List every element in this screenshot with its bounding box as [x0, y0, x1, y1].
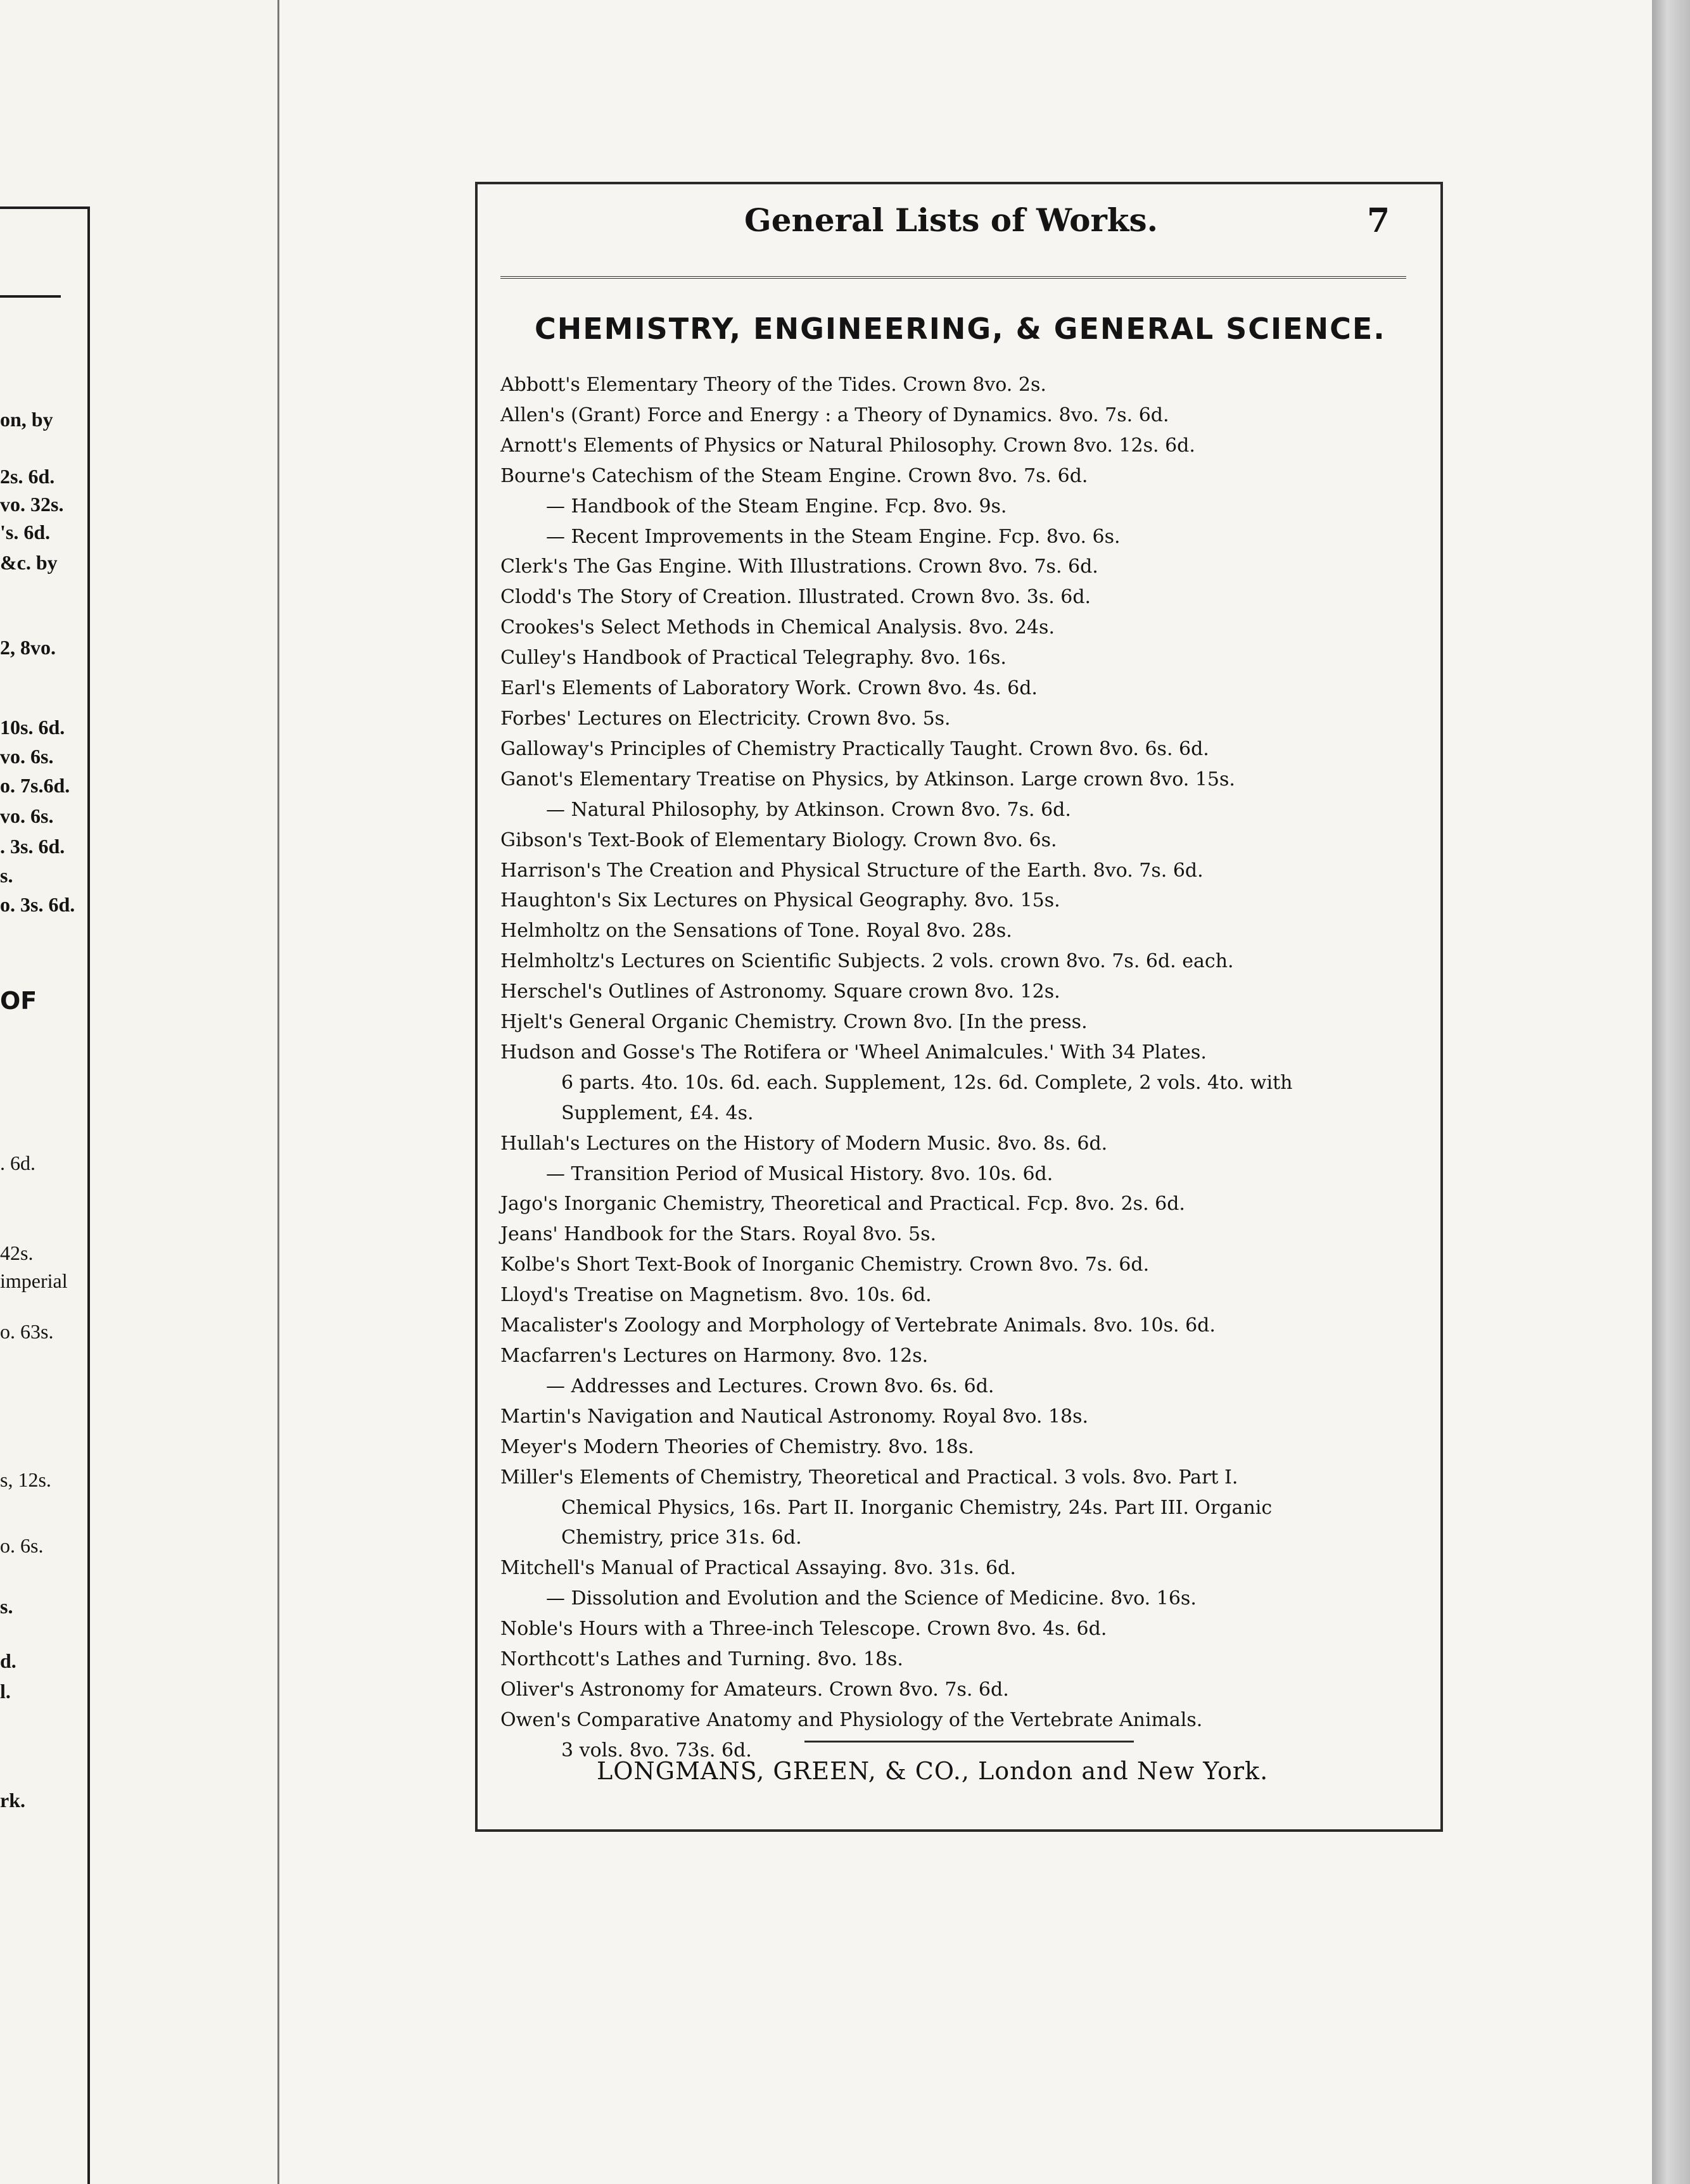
publisher-imprint: LONGMANS, GREEN, & CO., London and New York. [597, 1757, 1269, 1785]
previous-page-fragment: o. 6s. [0, 1534, 44, 1557]
book-entry: Miller's Elements of Chemistry, Theoretical and Practical. 3 vols. 8vo. Part I. [500, 1466, 1238, 1489]
book-entry: Bourne's Catechism of the Steam Engine. Crown 8vo. 7s. 6d. [500, 464, 1088, 487]
book-entry: — Handbook of the Steam Engine. Fcp. 8vo. 9s. [546, 495, 1007, 517]
previous-page-fragment: o. 3s. 6d. [0, 893, 75, 916]
previous-page-fragment: vo. 32s. [0, 493, 64, 516]
previous-page-fragment: 2, 8vo. [0, 636, 56, 659]
book-entry: Martin's Navigation and Nautical Astronomy. Royal 8vo. 18s. [500, 1405, 1089, 1428]
book-entry: Northcott's Lathes and Turning. 8vo. 18s. [500, 1648, 903, 1671]
book-entry: Hjelt's General Organic Chemistry. Crown 8vo. [In the press. [500, 1011, 1088, 1034]
previous-page-fragment: s. [0, 864, 13, 887]
previous-page [0, 0, 307, 2184]
book-entry: Macalister's Zoology and Morphology of Vertebrate Animals. 8vo. 10s. 6d. [500, 1314, 1216, 1337]
book-entry: Clodd's The Story of Creation. Illustrated. Crown 8vo. 3s. 6d. [500, 586, 1091, 609]
section-heading: CHEMISTRY, ENGINEERING, & GENERAL SCIENCE. [535, 312, 1386, 346]
page-number: 7 [1367, 201, 1390, 240]
book-entry: Harrison's The Creation and Physical Structure of the Earth. 8vo. 7s. 6d. [500, 859, 1204, 882]
book-entry: Abbott's Elementary Theory of the Tides. Crown 8vo. 2s. [500, 374, 1046, 396]
footer-rule [804, 1741, 1134, 1743]
book-entry: Haughton's Six Lectures on Physical Geography. 8vo. 15s. [500, 889, 1060, 912]
book-entry: Macfarren's Lectures on Harmony. 8vo. 12s. [500, 1345, 929, 1367]
book-entry: Oliver's Astronomy for Amateurs. Crown 8vo. 7s. 6d. [500, 1678, 1009, 1701]
previous-page-fragment: d. [0, 1649, 16, 1672]
previous-page-fragment: on, by [0, 408, 53, 431]
previous-page-fragment: 2s. 6d. [0, 465, 55, 488]
book-entry: Arnott's Elements of Physics or Natural Philosophy. Crown 8vo. 12s. 6d. [500, 434, 1195, 457]
book-entry: — Dissolution and Evolution and the Science of Medicine. 8vo. 16s. [546, 1587, 1197, 1610]
book-entry: — Addresses and Lectures. Crown 8vo. 6s. 6d. [546, 1375, 994, 1397]
book-entry: Crookes's Select Methods in Chemical Analysis. 8vo. 24s. [500, 616, 1055, 639]
previous-page-fragment: o. 63s. [0, 1320, 54, 1343]
book-entry: Noble's Hours with a Three-inch Telescope. Crown 8vo. 4s. 6d. [500, 1618, 1107, 1641]
running-head: General Lists of Works. [744, 201, 1159, 239]
book-entry: Ganot's Elementary Treatise on Physics, by Atkinson. Large crown 8vo. 15s. [500, 768, 1235, 790]
book-entry-continuation: 3 vols. 8vo. 73s. 6d. [561, 1739, 752, 1762]
previous-page-fragment: OF [0, 987, 37, 1015]
header-rule [500, 276, 1406, 279]
previous-page-fragment: imperial [0, 1269, 68, 1292]
previous-page-fragment: s, 12s. [0, 1468, 51, 1491]
book-entry: Helmholtz's Lectures on Scientific Subjects. 2 vols. crown 8vo. 7s. 6d. each. [500, 950, 1234, 973]
book-entry: Gibson's Text-Book of Elementary Biology. Crown 8vo. 6s. [500, 829, 1057, 851]
book-entry: Clerk's The Gas Engine. With Illustrations. Crown 8vo. 7s. 6d. [500, 556, 1098, 578]
book-list [500, 370, 1438, 1766]
previous-page-fragment: l. [0, 1680, 11, 1703]
book-entry: Helmholtz on the Sensations of Tone. Royal 8vo. 28s. [500, 920, 1012, 943]
book-entry: Galloway's Principles of Chemistry Practically Taught. Crown 8vo. 6s. 6d. [500, 737, 1209, 760]
book-entry-continuation: Chemical Physics, 16s. Part II. Inorganic Chemistry, 24s. Part III. Organic [561, 1496, 1273, 1519]
book-entry: — Transition Period of Musical History. 8vo. 10s. 6d. [546, 1162, 1053, 1185]
book-entry: Culley's Handbook of Practical Telegraphy. 8vo. 16s. [500, 647, 1007, 670]
book-entry: Lloyd's Treatise on Magnetism. 8vo. 10s. 6d. [500, 1284, 932, 1307]
book-entry: Earl's Elements of Laboratory Work. Crown 8vo. 4s. 6d. [500, 677, 1038, 700]
book-entry: Jeans' Handbook for the Stars. Royal 8vo. 5s. [500, 1223, 937, 1246]
previous-page-fragment: rk. [0, 1789, 25, 1812]
book-entry: Herschel's Outlines of Astronomy. Square crown 8vo. 12s. [500, 981, 1060, 1003]
previous-page-fragment: vo. 6s. [0, 745, 54, 768]
previous-page-fragment: 42s. [0, 1241, 34, 1264]
previous-page-fragment: 's. 6d. [0, 521, 51, 543]
book-entry: Kolbe's Short Text-Book of Inorganic Chemistry. Crown 8vo. 7s. 6d. [500, 1254, 1150, 1276]
previous-page-fragment: s. [0, 1595, 13, 1618]
book-entry: Allen's (Grant) Force and Energy : a Theory of Dynamics. 8vo. 7s. 6d. [500, 403, 1169, 426]
book-entry: Hudson and Gosse's The Rotifera or 'Wheel Animalcules.' With 34 Plates. [500, 1041, 1207, 1063]
book-entry-continuation: Chemistry, price 31s. 6d. [561, 1527, 802, 1549]
book-entry: Jago's Inorganic Chemistry, Theoretical and Practical. Fcp. 8vo. 2s. 6d. [500, 1193, 1185, 1216]
book-entry: — Recent Improvements in the Steam Engine. Fcp. 8vo. 6s. [546, 525, 1121, 548]
book-entry: — Natural Philosophy, by Atkinson. Crown 8vo. 7s. 6d. [546, 798, 1071, 821]
book-entry: Mitchell's Manual of Practical Assaying. 8vo. 31s. 6d. [500, 1557, 1016, 1580]
book-entry-continuation: Supplement, £4. 4s. [561, 1102, 754, 1124]
book-entry: Meyer's Modern Theories of Chemistry. 8vo. 18s. [500, 1435, 974, 1458]
page-edge [1652, 0, 1690, 2184]
previous-page-fragment: vo. 6s. [0, 804, 54, 827]
previous-page-rule [0, 295, 61, 298]
previous-page-fragment: . 3s. 6d. [0, 835, 65, 858]
book-entry-continuation: 6 parts. 4to. 10s. 6d. each. Supplement, 12s. 6d. Complete, 2 vols. 4to. with [561, 1071, 1293, 1094]
previous-page-fragment: o. 7s.6d. [0, 774, 70, 797]
book-entry: Hullah's Lectures on the History of Modern Music. 8vo. 8s. 6d. [500, 1132, 1108, 1155]
previous-page-fragment: 10s. 6d. [0, 716, 65, 739]
previous-page-fragment: &c. by [0, 551, 58, 574]
book-entry: Owen's Comparative Anatomy and Physiology of the Vertebrate Animals. [500, 1708, 1203, 1731]
previous-page-fragment: . 6d. [0, 1152, 35, 1174]
book-entry: Forbes' Lectures on Electricity. Crown 8vo. 5s. [500, 707, 951, 730]
